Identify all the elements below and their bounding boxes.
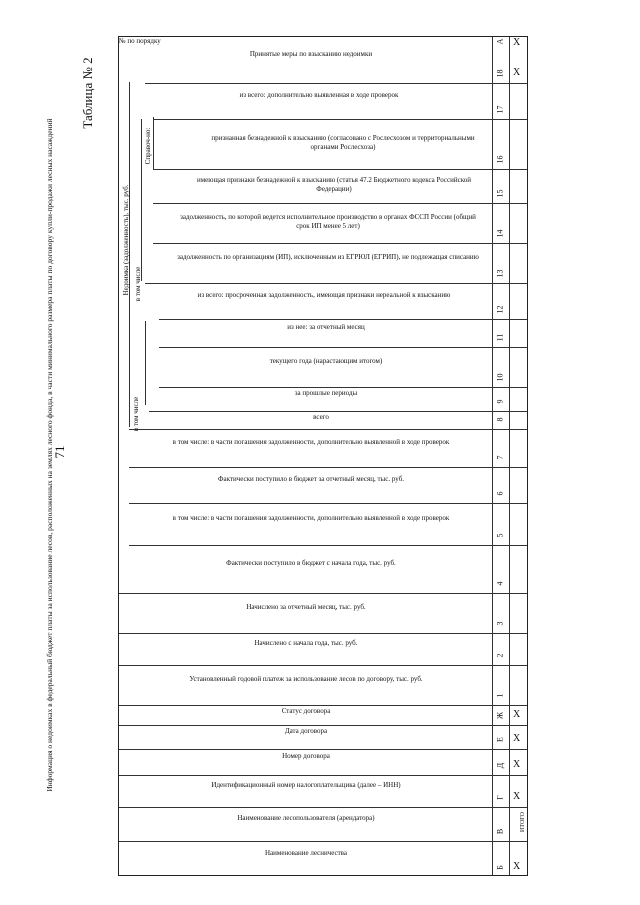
row-label: всего xyxy=(313,413,329,421)
row-number: Д xyxy=(495,762,505,769)
row-label: Установленный годовой платеж за использование лесов по договору, тыс. руб. xyxy=(189,675,423,683)
row-label: № по порядку xyxy=(119,37,161,45)
row-mark: X xyxy=(513,733,521,744)
row-number: Б xyxy=(495,865,505,870)
row-mark: X xyxy=(513,759,521,770)
row-label: задолженность по организациям (ИП), исключенным из ЕГРЮЛ (ЕГРИП), не подлежащая списанию xyxy=(177,253,479,261)
row-number: 7 xyxy=(495,455,505,460)
row-label: Номер договора xyxy=(282,752,330,760)
row-number: 12 xyxy=(495,305,505,314)
row-number: В xyxy=(495,828,505,835)
row-mark: ИТОГО xyxy=(519,812,526,832)
row-number: 13 xyxy=(495,269,505,278)
row-number: 2 xyxy=(495,653,505,658)
row-number: 18 xyxy=(495,69,505,78)
row-mark: X xyxy=(513,791,521,802)
row-number: 10 xyxy=(495,373,505,382)
row-number: 3 xyxy=(495,621,505,626)
row-number: 8 xyxy=(495,417,505,422)
row-number: Е xyxy=(495,737,505,742)
row-mark: X xyxy=(513,861,521,872)
row-number: 1 xyxy=(495,693,505,698)
row-label: Наименование лесничества xyxy=(264,849,348,857)
row-number: 14 xyxy=(495,229,505,238)
row-number: 4 xyxy=(495,581,505,586)
row-label: Наименование лесопользователя (арендатора) xyxy=(237,814,375,822)
row-label: из всего: просроченная задолженность, имеющая признаки нереальной к взысканию xyxy=(197,291,451,299)
row-label: признанная безнадежной к взысканию (согласовано с Рослесхозом и территориальными органами Рослесхоза) xyxy=(211,134,475,151)
in-that-number-label-2: в том числе xyxy=(132,396,140,432)
row-label: Принятые меры по взысканию недоимки xyxy=(249,50,373,58)
in-that-number-label-1: в том числе xyxy=(134,266,142,302)
row-number: 15 xyxy=(495,189,505,198)
row-number: 17 xyxy=(495,105,505,114)
reference-label: Справоч-но: xyxy=(144,127,152,165)
row-number: 5 xyxy=(495,533,505,538)
row-label: Идентификационный номер налогоплательщика (далее – ИНН) xyxy=(211,781,401,789)
page-number: 71 xyxy=(52,445,67,459)
row-mark: X xyxy=(513,67,521,78)
row-number: 11 xyxy=(495,333,505,342)
row-number: 6 xyxy=(495,491,505,496)
row-label: Начислено за отчетный месяц, тыс. руб. xyxy=(246,603,366,611)
row-number: А xyxy=(495,38,505,45)
row-label: Начислено с начала года, тыс. руб. xyxy=(254,639,358,647)
data-table xyxy=(118,36,528,876)
row-label: из нее: за отчетный месяц xyxy=(287,323,365,331)
row-label: в том числе: в части погашения задолженности, дополнительно выявленной в ходе проверок xyxy=(172,438,450,446)
row-mark: X xyxy=(513,709,521,720)
row-number: 9 xyxy=(495,399,505,404)
row-label: Статус договора xyxy=(281,707,331,715)
row-number: 16 xyxy=(495,155,505,164)
row-label: Дата договора xyxy=(284,727,328,735)
row-number: Ж xyxy=(495,711,505,720)
side-title: Информация о недоимках в федеральный бюджет платы за использование лесов, расположенных на землях лесного фонда, в части минимального размера платы по договору купли-продажи лесных насаждений xyxy=(45,118,54,792)
table-label: Таблица № 2 xyxy=(80,57,95,129)
row-number: Г xyxy=(495,795,505,800)
row-label: задолженность, по которой ведется исполнительное производство в органах ФССП России (общий срок ИП менее 5 лет) xyxy=(180,213,476,230)
row-label: Фактически поступило в бюджет за отчетный месяц, тыс. руб. xyxy=(218,475,404,483)
row-label: Фактически поступило в бюджет с начала года, тыс. руб. xyxy=(226,559,396,567)
row-label: имеющая признаки безнадежной к взысканию (статья 47.2 Бюджетного кодекса Российской Федерации) xyxy=(197,176,471,193)
arrears-group-header: Недоимка (задолженность), тыс. руб. xyxy=(122,184,130,296)
row-label: за прошлые периоды xyxy=(294,389,358,397)
row-label: в том числе: в части погашения задолженности, дополнительно выявленной в ходе проверок xyxy=(172,514,450,522)
row-label: текущего года (нарастающим итогом) xyxy=(269,357,383,365)
row-label: из всего: дополнительно выявленная в ходе проверок xyxy=(239,91,399,99)
row-mark: X xyxy=(513,37,521,48)
